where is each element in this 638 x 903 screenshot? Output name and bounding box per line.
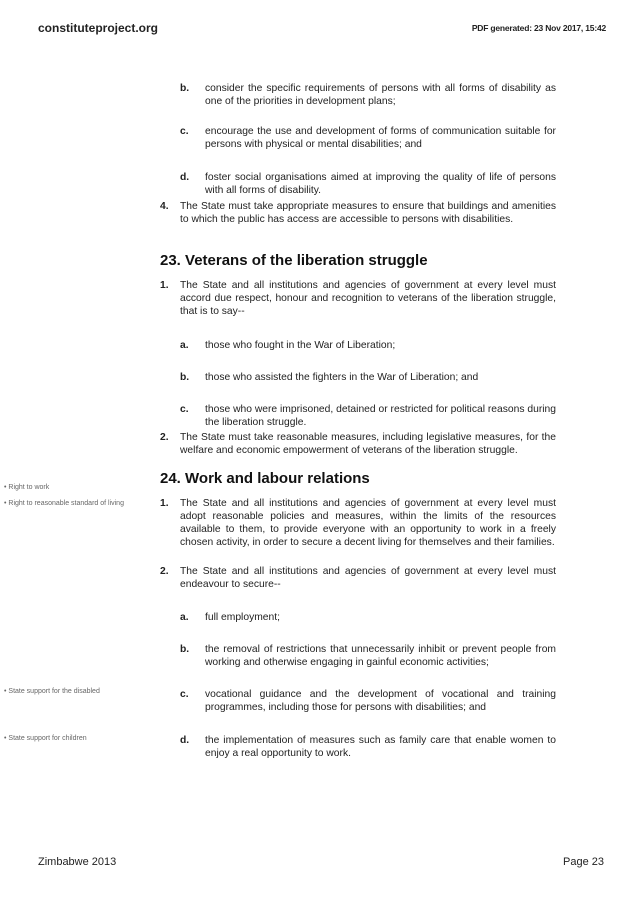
clause-text: The State and all institutions and agencies of government at every level must endeavour to secure--: [180, 566, 556, 590]
clause-text: those who assisted the fighters in the War of Liberation; and: [205, 372, 479, 383]
footer-country: Zimbabwe 2013: [38, 856, 117, 868]
clause-22-4: [160, 201, 556, 227]
clause-label: b.: [180, 644, 190, 655]
clause-label: c.: [180, 126, 189, 137]
clause-text: those who were imprisoned, detained or restricted for political reasons during the liberation struggle.: [205, 404, 556, 428]
clause-24-2a: [160, 612, 556, 625]
page-number: Page 23: [563, 856, 604, 868]
section-24-heading: 24. Work and labour relations: [160, 470, 370, 487]
clause-label: 2.: [160, 566, 169, 577]
clause-24-2: [160, 566, 556, 592]
topic-tag-disabled-support[interactable]: • State support for the disabled: [4, 688, 100, 695]
clause-24-2d: [160, 735, 556, 761]
clause-text: The State and all institutions and agencies of government at every level must adopt reasonable policies and measures, within the limits of the resources available to them, to provide everyone with an opportunity to work in a freely chosen activity, in order to secure a decent living for themselves and their families.: [180, 498, 556, 548]
clause-text: The State and all institutions and agencies of government at every level must accord due respect, honour and recognition to veterans of the liberation struggle, that is to say--: [180, 280, 556, 317]
clause-22-3d: [160, 172, 556, 198]
clause-23-2: [160, 432, 556, 458]
clause-22-3c: [160, 126, 556, 152]
clause-label: a.: [180, 612, 189, 623]
clause-text: encourage the use and development of forms of communication suitable for persons with physical or mental disabilities; and: [205, 126, 556, 150]
clause-label: c.: [180, 689, 189, 700]
clause-text: The State must take appropriate measures to ensure that buildings and amenities to which the public has access are accessible to persons with disabilities.: [180, 201, 556, 225]
clause-text: foster social organisations aimed at improving the quality of life of persons with all forms of disability.: [205, 172, 556, 196]
clause-23-1b: [160, 372, 556, 385]
topic-tag-children-support[interactable]: • State support for children: [4, 735, 87, 742]
clause-text: the removal of restrictions that unnecessarily inhibit or prevent people from working and otherwise engaging in gainful economic activities;: [205, 644, 556, 668]
clause-22-3b: [160, 83, 556, 109]
topic-tag-right-to-work[interactable]: • Right to work: [4, 484, 50, 491]
clause-text: full employment;: [205, 612, 280, 623]
clause-label: d.: [180, 735, 190, 746]
site-name: constituteproject.org: [38, 21, 159, 35]
clause-text: consider the specific requirements of persons with all forms of disability as one of the priorities in development plans;: [205, 83, 556, 107]
clause-24-1: [160, 498, 556, 550]
clause-23-1: [160, 280, 556, 319]
clause-label: 1.: [160, 498, 169, 509]
clause-24-2b: [160, 644, 556, 670]
clause-23-1c: [160, 404, 556, 430]
pdf-generated-stamp: PDF generated: 23 Nov 2017, 15:42: [471, 23, 606, 33]
topic-tag-standard-of-living[interactable]: • Right to reasonable standard of living: [4, 500, 124, 507]
clause-text: The State must take reasonable measures, including legislative measures, for the welfare and economic empowerment of veterans of the liberation struggle.: [180, 432, 556, 456]
clause-23-1a: [160, 340, 556, 353]
clause-label: b.: [180, 372, 190, 383]
clause-label: 2.: [160, 432, 169, 443]
clause-text: those who fought in the War of Liberation;: [205, 340, 396, 351]
clause-label: 4.: [160, 201, 169, 212]
clause-label: b.: [180, 83, 190, 94]
section-23-heading: 23. Veterans of the liberation struggle: [160, 252, 428, 269]
clause-label: 1.: [160, 280, 169, 291]
clause-label: a.: [180, 340, 189, 351]
clause-text: vocational guidance and the development of vocational and training programmes, including those for persons with disabilities; and: [205, 689, 556, 713]
clause-text: the implementation of measures such as family care that enable women to enjoy a real opportunity to work.: [205, 735, 556, 759]
clause-24-2c: [160, 689, 556, 715]
clause-label: c.: [180, 404, 189, 415]
clause-label: d.: [180, 172, 190, 183]
